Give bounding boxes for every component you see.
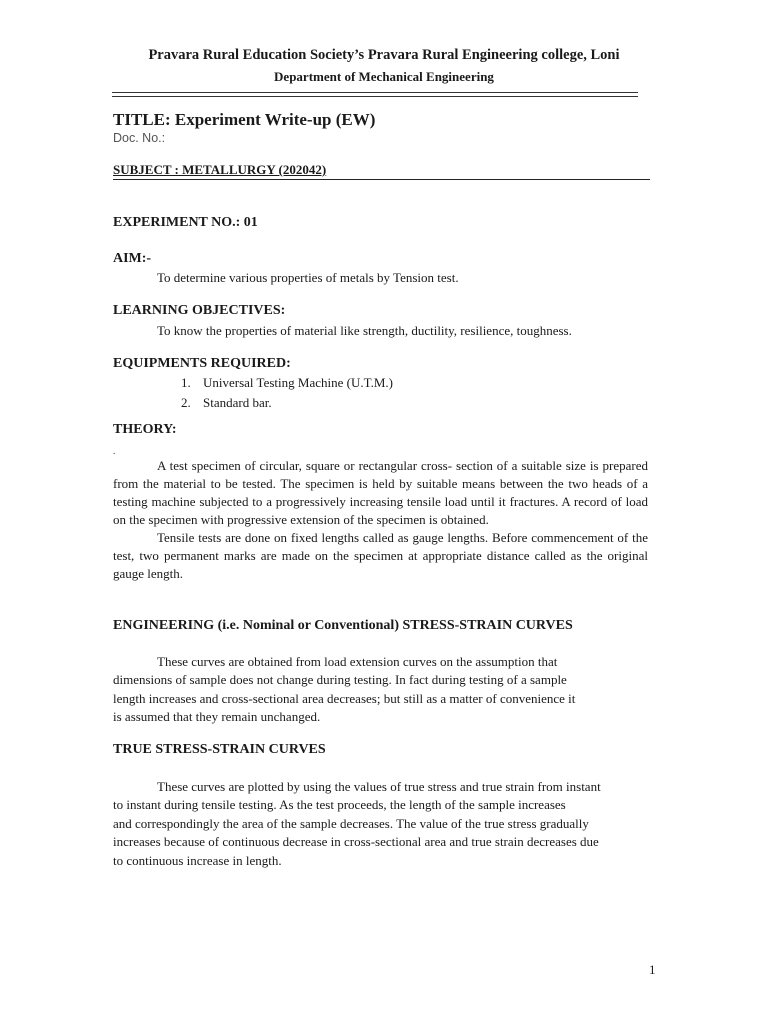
page-number: 1 — [649, 962, 656, 977]
true-curves-heading: TRUE STRESS-STRAIN CURVES — [113, 742, 326, 757]
paragraph-line: dimensions of sample does not change during testing. In fact during testing of a sample — [113, 672, 567, 688]
aim-heading: AIM:- — [113, 251, 152, 266]
equipments-heading: EQUIPMENTS REQUIRED: — [113, 356, 291, 371]
paragraph-line: to continuous increase in length. — [113, 852, 282, 868]
theory-paragraph: A test specimen of circular, square or rectangular cross- section of a suitable size is prepared from the material to be tested. The specimen is held by suitable means between the two heads of a testing machine subjected to a progressively increasing tensile load until it fractures. A record of load on the specimen with progressive extension of the specimen is obtained. — [113, 458, 648, 527]
paragraph-line: increases because of continuous decrease in cross-sectional area and true strain decreases due — [113, 834, 599, 850]
equipment-item — [181, 395, 272, 411]
theory-marker: . — [113, 446, 116, 456]
theory-heading: THEORY: — [113, 422, 177, 437]
experiment-number: EXPERIMENT NO.: 01 — [113, 215, 258, 230]
engineering-curves-body — [113, 653, 653, 727]
header-rule-top — [112, 92, 638, 93]
equipment-item-text: Standard bar. — [203, 395, 272, 410]
theory-body — [113, 457, 648, 583]
department-header: Department of Mechanical Engineering — [274, 69, 494, 84]
paragraph-line: These curves are plotted by using the values of true stress and true strain from instant — [157, 779, 601, 794]
equipment-item — [181, 375, 393, 391]
doc-number: Doc. No.: — [113, 131, 166, 145]
institution-header: Pravara Rural Education Society’s Pravara Rural Engineering college, Loni — [148, 47, 620, 63]
learning-objectives-heading: LEARNING OBJECTIVES: — [113, 303, 286, 318]
subject-line — [113, 162, 650, 180]
subject-text: SUBJECT : METALLURGY (202042) — [113, 162, 327, 177]
paragraph-line: length increases and cross-sectional area decreases; but still as a matter of convenience it — [113, 690, 576, 706]
paragraph-line: is assumed that they remain unchanged. — [113, 709, 321, 725]
equipment-item-number: 2. — [181, 395, 191, 410]
paragraph-line: to instant during tensile testing. As the test proceeds, the length of the sample increases — [113, 797, 566, 813]
header-rule-bottom — [112, 96, 638, 97]
aim-text: To determine various properties of metals by Tension test. — [157, 270, 459, 285]
theory-paragraph: Tensile tests are done on fixed lengths called as gauge lengths. Before commencement of the test, two permanent marks are made on the specimen at appropriate distance called as the original gauge length. — [113, 530, 648, 581]
paragraph-line: and correspondingly the area of the sample decreases. The value of the true stress gradually — [113, 815, 589, 831]
equipment-item-number: 1. — [181, 375, 191, 390]
engineering-curves-heading: ENGINEERING (i.e. Nominal or Conventional) STRESS-STRAIN CURVES — [113, 618, 573, 633]
document-title: TITLE: Experiment Write-up (EW) — [113, 110, 376, 129]
paragraph-line: These curves are obtained from load extension curves on the assumption that — [157, 654, 558, 669]
learning-objectives-text: To know the properties of material like strength, ductility, resilience, toughness. — [157, 323, 572, 338]
true-curves-body — [113, 778, 653, 870]
equipment-item-text: Universal Testing Machine (U.T.M.) — [203, 375, 393, 390]
